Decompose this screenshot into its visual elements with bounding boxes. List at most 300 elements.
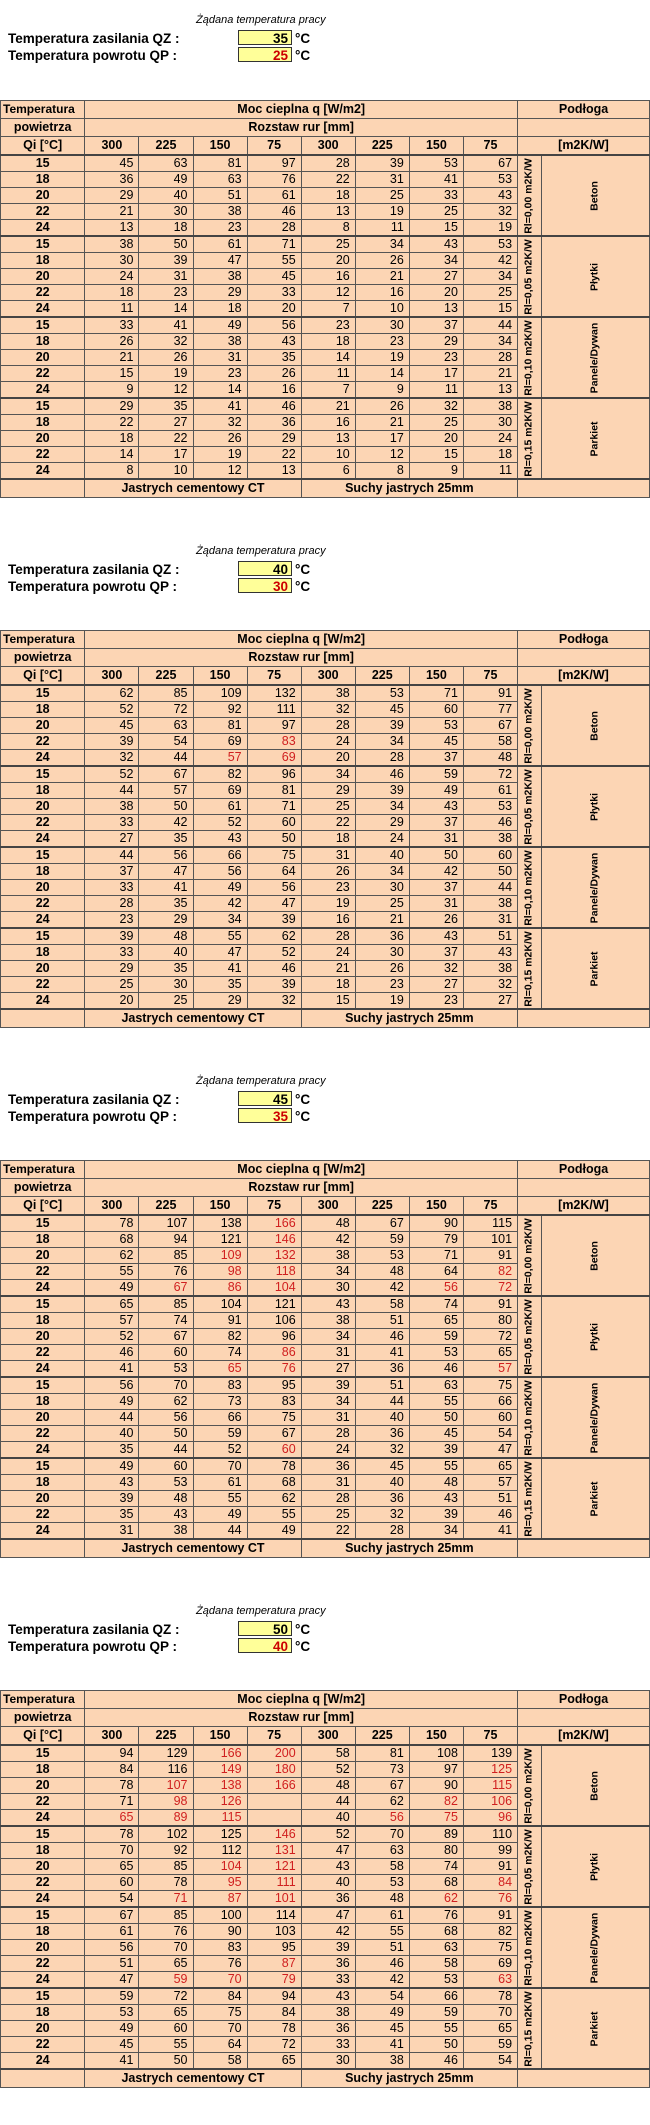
return-temp-value[interactable]: 35 (238, 1108, 292, 1123)
heat-output-table (0, 630, 650, 1028)
heat-value-cell: 56 (85, 1377, 139, 1394)
header-pipe-spacing: Rozstaw rur [mm] (85, 1709, 518, 1727)
air-temp-cell: 15 (1, 847, 85, 864)
supply-temp-value[interactable]: 35 (238, 30, 292, 45)
heat-value-cell: 20 (85, 993, 139, 1010)
heat-value-cell: 35 (139, 831, 193, 848)
heat-value-cell: 26 (355, 961, 409, 977)
table-row (1, 236, 650, 253)
heat-value-cell: 69 (463, 1956, 517, 1972)
heat-value-cell: 37 (409, 815, 463, 831)
floor-type-label (541, 155, 649, 236)
heat-value-cell: 60 (139, 1345, 193, 1361)
resistance-text: Rl=0,00 m2K/W (522, 1217, 535, 1294)
air-temp-cell: 24 (1, 993, 85, 1010)
heat-value-cell: 27 (85, 831, 139, 848)
heat-value-cell: 78 (85, 1778, 139, 1794)
supply-temp-value[interactable]: 45 (238, 1091, 292, 1106)
air-temp-cell: 18 (1, 1924, 85, 1940)
heat-value-cell: 41 (463, 1523, 517, 1540)
table-row (1, 847, 650, 864)
heat-value-cell: 29 (85, 961, 139, 977)
return-temp-row (8, 1108, 310, 1124)
heat-value-cell: 12 (193, 463, 247, 480)
header-temp-line1: Temperatura (1, 101, 85, 119)
header-heat-output: Moc cieplna q [W/m2] (85, 631, 518, 649)
heat-value-cell: 89 (409, 1826, 463, 1843)
heat-value-cell: 30 (85, 253, 139, 269)
air-temp-cell: 24 (1, 1972, 85, 1989)
heat-value-cell: 61 (193, 1475, 247, 1491)
resistance-label (518, 155, 542, 236)
heat-value-cell: 72 (247, 2037, 301, 2053)
return-temp-value[interactable]: 30 (238, 578, 292, 593)
spacing-header: 150 (409, 1727, 463, 1746)
heat-value-cell: 74 (409, 1859, 463, 1875)
floor-type-text: Płytki (588, 1852, 601, 1881)
heat-value-cell: 22 (139, 431, 193, 447)
heat-value-cell: 64 (193, 2037, 247, 2053)
heat-value-cell: 43 (409, 1491, 463, 1507)
heat-value-cell: 72 (139, 1988, 193, 2005)
return-temp-value[interactable]: 40 (238, 1638, 292, 1653)
table-footer (1, 479, 650, 498)
desired-temp-label: Żądana temperatura pracy (196, 1605, 326, 1617)
heat-value-cell: 32 (193, 415, 247, 431)
heat-value-cell: 66 (463, 1394, 517, 1410)
heat-value-cell: 8 (85, 463, 139, 480)
floor-type-text: Panele/Dywan (588, 1912, 601, 1983)
heat-value-cell: 67 (463, 718, 517, 734)
heat-value-cell: 76 (193, 1956, 247, 1972)
heat-value-cell: 41 (355, 1345, 409, 1361)
resistance-text: Rl=0,15 m2K/W (522, 1990, 535, 2067)
heat-value-cell: 72 (463, 1280, 517, 1297)
heat-value-cell: 46 (247, 204, 301, 220)
heat-value-cell: 65 (463, 1458, 517, 1475)
header-rl-unit: [m2K/W] (518, 667, 650, 686)
spacing-header: 225 (139, 1197, 193, 1216)
floor-type-text: Parkiet (588, 2010, 601, 2047)
air-temp-cell: 20 (1, 1778, 85, 1794)
heat-value-cell: 59 (409, 766, 463, 783)
spacing-header: 75 (463, 1197, 517, 1216)
heat-value-cell: 43 (139, 1507, 193, 1523)
air-temp-cell: 22 (1, 815, 85, 831)
heat-value-cell: 34 (301, 1329, 355, 1345)
header-temp-line2: powietrza (1, 649, 85, 667)
resistance-label (518, 398, 542, 479)
heat-value-cell: 58 (301, 1745, 355, 1762)
heat-value-cell: 78 (463, 1988, 517, 2005)
air-temp-cell: 18 (1, 783, 85, 799)
header-temp-line1: Temperatura (1, 631, 85, 649)
heat-value-cell: 29 (85, 188, 139, 204)
spacing-header: 225 (355, 137, 409, 156)
heat-value-cell: 46 (247, 398, 301, 415)
heat-value-cell: 51 (463, 928, 517, 945)
footer-cement-screed: Jastrych cementowy CT (85, 2069, 301, 2088)
header-temp-line2: powietrza (1, 1709, 85, 1727)
heat-value-cell: 70 (139, 1377, 193, 1394)
heat-value-cell: 46 (355, 1956, 409, 1972)
air-temp-cell: 18 (1, 864, 85, 880)
supply-temp-value[interactable]: 40 (238, 561, 292, 576)
heat-value-cell: 112 (193, 1843, 247, 1859)
heat-value-cell: 38 (85, 236, 139, 253)
heat-value-cell: 91 (463, 1859, 517, 1875)
heat-value-cell: 23 (85, 912, 139, 929)
heat-value-cell: 63 (139, 718, 193, 734)
heat-value-cell: 32 (301, 702, 355, 718)
heat-value-cell: 39 (355, 718, 409, 734)
heat-value-cell: 53 (463, 236, 517, 253)
heat-value-cell: 66 (409, 1988, 463, 2005)
heat-value-cell: 51 (85, 1956, 139, 1972)
heat-value-cell: 52 (301, 1762, 355, 1778)
air-temp-cell: 20 (1, 269, 85, 285)
heat-value-cell: 50 (463, 864, 517, 880)
heat-value-cell: 28 (301, 1491, 355, 1507)
heat-value-cell: 11 (85, 301, 139, 318)
air-temp-cell: 22 (1, 204, 85, 220)
air-temp-cell: 18 (1, 253, 85, 269)
table-row (1, 398, 650, 415)
air-temp-cell: 18 (1, 1313, 85, 1329)
heat-value-cell: 35 (139, 896, 193, 912)
unit-label: °C (295, 1109, 311, 1124)
heat-value-cell: 43 (409, 799, 463, 815)
heat-value-cell: 109 (193, 685, 247, 702)
air-temp-cell: 24 (1, 750, 85, 767)
heat-value-cell: 42 (301, 1232, 355, 1248)
heat-value-cell: 46 (409, 1361, 463, 1378)
header-temp-line1: Temperatura (1, 1691, 85, 1709)
heat-value-cell: 97 (247, 718, 301, 734)
heat-value-cell: 20 (409, 285, 463, 301)
air-temp-cell: 15 (1, 1458, 85, 1475)
heat-value-cell: 56 (193, 864, 247, 880)
footer-cement-screed: Jastrych cementowy CT (85, 479, 301, 498)
heat-value-cell: 86 (247, 1345, 301, 1361)
heat-value-cell: 70 (193, 2021, 247, 2037)
heat-value-cell: 65 (139, 1956, 193, 1972)
heat-value-cell: 87 (247, 1956, 301, 1972)
heat-value-cell: 43 (409, 928, 463, 945)
heat-value-cell: 28 (301, 718, 355, 734)
heat-value-cell: 61 (193, 236, 247, 253)
heat-value-cell: 38 (85, 799, 139, 815)
heat-value-cell: 40 (355, 847, 409, 864)
heat-value-cell: 62 (139, 1394, 193, 1410)
air-temp-cell: 15 (1, 1215, 85, 1232)
heat-value-cell: 67 (355, 1778, 409, 1794)
floor-type-text: Płytki (588, 1322, 601, 1351)
heat-value-cell: 89 (139, 1810, 193, 1827)
heat-value-cell: 55 (139, 2037, 193, 2053)
heat-value-cell: 16 (301, 269, 355, 285)
heat-value-cell: 26 (409, 912, 463, 929)
heat-value-cell: 55 (247, 1507, 301, 1523)
floor-type-label (541, 1215, 649, 1296)
heat-value-cell: 13 (247, 463, 301, 480)
heat-value-cell: 54 (85, 1891, 139, 1908)
heat-value-cell: 20 (409, 431, 463, 447)
heat-value-cell: 81 (193, 155, 247, 172)
heat-value-cell: 28 (247, 220, 301, 237)
air-temp-cell: 15 (1, 155, 85, 172)
heat-value-cell: 71 (409, 685, 463, 702)
heat-value-cell: 108 (409, 1745, 463, 1762)
header-floor: Podłoga (518, 1691, 650, 1709)
heat-value-cell: 10 (355, 301, 409, 318)
heat-value-cell: 34 (193, 912, 247, 929)
heat-value-cell: 43 (463, 188, 517, 204)
heat-value-cell: 34 (463, 269, 517, 285)
spacing-header: 300 (85, 1727, 139, 1746)
air-temp-cell: 24 (1, 382, 85, 399)
heat-value-cell: 58 (193, 2053, 247, 2070)
header-temp-line2: powietrza (1, 1179, 85, 1197)
heat-value-cell: 42 (193, 896, 247, 912)
heat-value-cell: 44 (139, 750, 193, 767)
heat-value-cell: 21 (85, 350, 139, 366)
heat-value-cell: 17 (409, 366, 463, 382)
heat-value-cell: 67 (463, 155, 517, 172)
air-temp-cell: 20 (1, 1940, 85, 1956)
table-row (1, 685, 650, 702)
heat-value-cell: 47 (463, 1442, 517, 1459)
heat-value-cell: 29 (301, 783, 355, 799)
air-temp-cell: 20 (1, 718, 85, 734)
heat-value-cell: 48 (409, 1475, 463, 1491)
heat-value-cell: 43 (301, 1988, 355, 2005)
heat-value-cell: 24 (355, 831, 409, 848)
heat-value-cell: 99 (463, 1843, 517, 1859)
heat-value-cell: 80 (463, 1313, 517, 1329)
heat-value-cell: 33 (85, 880, 139, 896)
supply-temp-row (8, 1091, 310, 1107)
heat-value-cell: 57 (463, 1361, 517, 1378)
heat-value-cell: 129 (139, 1745, 193, 1762)
air-temp-cell: 24 (1, 463, 85, 480)
heat-value-cell: 110 (463, 1826, 517, 1843)
unit-label: °C (295, 1639, 311, 1654)
heat-value-cell: 46 (355, 766, 409, 783)
air-temp-cell: 24 (1, 1361, 85, 1378)
heat-value-cell: 56 (139, 1410, 193, 1426)
air-temp-cell: 20 (1, 880, 85, 896)
heat-value-cell: 30 (139, 977, 193, 993)
heat-value-cell: 34 (301, 766, 355, 783)
heat-value-cell: 18 (301, 188, 355, 204)
heat-value-cell: 65 (463, 1345, 517, 1361)
heat-value-cell: 121 (247, 1859, 301, 1875)
heat-value-cell: 47 (247, 896, 301, 912)
heat-value-cell: 51 (463, 1491, 517, 1507)
heat-value-cell: 72 (463, 1329, 517, 1345)
heat-value-cell: 36 (301, 1956, 355, 1972)
heat-value-cell: 27 (409, 269, 463, 285)
heat-value-cell: 15 (409, 447, 463, 463)
heat-value-cell: 55 (193, 1491, 247, 1507)
heat-value-cell: 21 (85, 204, 139, 220)
return-temp-value[interactable]: 25 (238, 47, 292, 62)
heat-value-cell: 43 (463, 945, 517, 961)
heat-value-cell: 15 (463, 301, 517, 318)
unit-label: °C (295, 1092, 311, 1107)
heat-value-cell: 64 (247, 864, 301, 880)
heat-value-cell: 35 (85, 1507, 139, 1523)
heat-value-cell: 100 (193, 1907, 247, 1924)
heat-value-cell: 30 (355, 945, 409, 961)
unit-label: °C (295, 1622, 311, 1637)
heat-value-cell: 31 (301, 1475, 355, 1491)
air-temp-cell: 24 (1, 831, 85, 848)
heat-value-cell: 32 (85, 750, 139, 767)
heat-value-cell: 70 (463, 2005, 517, 2021)
heat-value-cell: 31 (355, 172, 409, 188)
table-row (1, 317, 650, 334)
heat-value-cell: 61 (355, 1907, 409, 1924)
heat-value-cell: 22 (301, 1523, 355, 1540)
heat-output-table (0, 100, 650, 498)
heat-value-cell: 83 (247, 1394, 301, 1410)
floor-type-text: Beton (588, 1770, 601, 1801)
spacing-header: 300 (85, 667, 139, 686)
heat-value-cell: 49 (85, 1458, 139, 1475)
air-temp-cell: 24 (1, 1810, 85, 1827)
air-temp-cell: 18 (1, 1843, 85, 1859)
heat-value-cell: 41 (409, 172, 463, 188)
return-temp-label: Temperatura powrotu QP : (8, 48, 178, 63)
heat-value-cell: 34 (355, 799, 409, 815)
heat-value-cell: 49 (409, 783, 463, 799)
heat-value-cell: 53 (463, 172, 517, 188)
heat-value-cell: 36 (85, 172, 139, 188)
heat-value-cell: 33 (301, 2037, 355, 2053)
heat-value-cell: 45 (409, 734, 463, 750)
heat-value-cell: 45 (355, 2021, 409, 2037)
heat-value-cell: 6 (301, 463, 355, 480)
air-temp-cell: 22 (1, 977, 85, 993)
heat-value-cell: 65 (139, 2005, 193, 2021)
heat-value-cell: 81 (193, 718, 247, 734)
air-temp-cell: 24 (1, 1891, 85, 1908)
heat-value-cell: 91 (463, 1907, 517, 1924)
heat-value-cell: 58 (463, 734, 517, 750)
heat-value-cell: 9 (355, 382, 409, 399)
floor-type-label (541, 398, 649, 479)
heat-value-cell: 60 (139, 2021, 193, 2037)
heat-value-cell: 92 (139, 1843, 193, 1859)
supply-temp-value[interactable]: 50 (238, 1621, 292, 1636)
header-pipe-spacing: Rozstaw rur [mm] (85, 1179, 518, 1197)
heat-value-cell: 28 (301, 1426, 355, 1442)
heat-value-cell: 166 (247, 1215, 301, 1232)
heat-value-cell: 73 (193, 1394, 247, 1410)
floor-type-text: Parkiet (588, 1480, 601, 1517)
heat-value-cell: 56 (247, 880, 301, 896)
heat-value-cell: 35 (139, 398, 193, 415)
heat-value-cell: 47 (85, 1972, 139, 1989)
heat-value-cell: 31 (463, 912, 517, 929)
heat-value-cell: 39 (85, 1491, 139, 1507)
heat-value-cell: 166 (193, 1745, 247, 1762)
header-temp-line3: Qi [°C] (1, 667, 85, 686)
heat-value-cell: 38 (463, 896, 517, 912)
spacing-header: 150 (193, 667, 247, 686)
heat-value-cell: 35 (193, 977, 247, 993)
table-row (1, 1296, 650, 1313)
heat-value-cell: 31 (301, 847, 355, 864)
heat-value-cell: 44 (139, 1442, 193, 1459)
heat-value-cell: 33 (301, 1972, 355, 1989)
heat-value-cell: 26 (355, 398, 409, 415)
heat-value-cell: 28 (301, 928, 355, 945)
heat-value-cell: 78 (247, 2021, 301, 2037)
heat-value-cell: 48 (139, 1491, 193, 1507)
heat-value-cell: 149 (193, 1762, 247, 1778)
heat-value-cell: 34 (355, 864, 409, 880)
heat-value-cell: 62 (247, 928, 301, 945)
heat-value-cell: 125 (193, 1826, 247, 1843)
heat-value-cell: 59 (463, 2037, 517, 2053)
floor-type-label (541, 847, 649, 928)
heat-value-cell: 36 (301, 1891, 355, 1908)
heat-value-cell: 39 (139, 253, 193, 269)
heat-value-cell: 36 (355, 1361, 409, 1378)
header-pipe-spacing: Rozstaw rur [mm] (85, 119, 518, 137)
header-temp-line3: Qi [°C] (1, 137, 85, 156)
heat-value-cell: 32 (355, 1442, 409, 1459)
spacing-header: 300 (301, 137, 355, 156)
heat-value-cell: 91 (463, 1248, 517, 1264)
heat-value-cell: 48 (355, 1891, 409, 1908)
air-temp-cell: 15 (1, 1296, 85, 1313)
air-temp-cell: 15 (1, 317, 85, 334)
return-temp-label: Temperatura powrotu QP : (8, 1109, 178, 1124)
heat-value-cell: 25 (355, 188, 409, 204)
air-temp-cell: 22 (1, 285, 85, 301)
heat-value-cell: 14 (355, 366, 409, 382)
heat-value-cell: 24 (301, 1442, 355, 1459)
heat-value-cell: 31 (409, 831, 463, 848)
heat-value-cell: 36 (301, 2021, 355, 2037)
floor-type-text: Panele/Dywan (588, 322, 601, 393)
heat-value-cell: 50 (139, 1426, 193, 1442)
heat-value-cell: 121 (193, 1232, 247, 1248)
heat-value-cell: 40 (85, 1426, 139, 1442)
header-floor: Podłoga (518, 1161, 650, 1179)
heat-value-cell: 46 (355, 1329, 409, 1345)
floor-type-text: Parkiet (588, 950, 601, 987)
header-temp-line3: Qi [°C] (1, 1727, 85, 1746)
heat-value-cell: 12 (355, 447, 409, 463)
air-temp-cell: 22 (1, 734, 85, 750)
header-blank (518, 119, 650, 137)
supply-temp-label: Temperatura zasilania QZ : (8, 31, 180, 46)
heat-value-cell: 59 (193, 1426, 247, 1442)
heat-value-cell: 49 (139, 172, 193, 188)
heat-value-cell: 9 (409, 463, 463, 480)
heat-value-cell: 66 (193, 1410, 247, 1426)
heat-value-cell: 52 (85, 702, 139, 718)
heat-value-cell: 98 (193, 1264, 247, 1280)
footer-blank (1, 2069, 85, 2088)
air-temp-cell: 18 (1, 2005, 85, 2021)
heat-value-cell: 39 (247, 912, 301, 929)
